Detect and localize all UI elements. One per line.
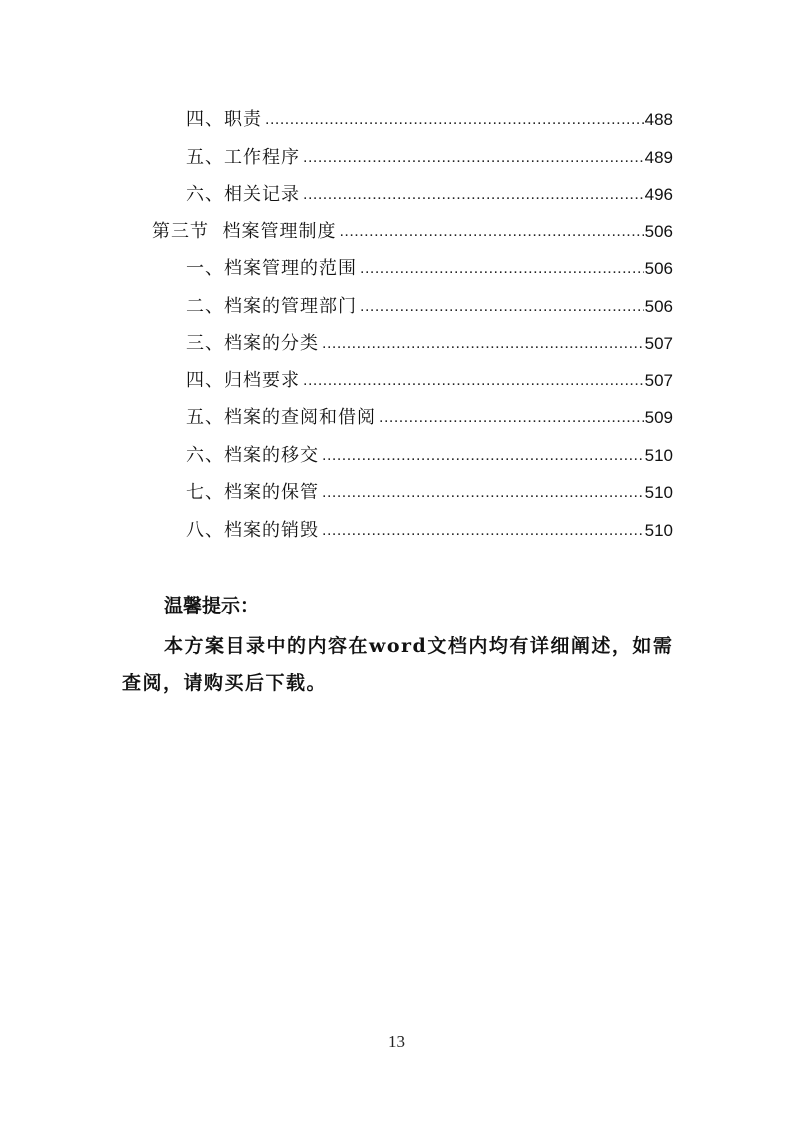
toc-entry[interactable]: [186, 444, 673, 468]
notice-title: 温馨提示：: [164, 595, 260, 617]
toc-entry-label: 三、档案的分类: [186, 333, 319, 354]
toc-leader-dots: [360, 257, 644, 281]
toc-entry-label: 第三节 档案管理制度: [152, 221, 337, 242]
notice-body: 本方案目录中的内容在word文档内均有详细阐述，如需查阅，请购买后下载。: [122, 635, 674, 694]
toc-entry[interactable]: [186, 519, 673, 543]
toc-entry-label: 四、职责: [186, 109, 262, 130]
toc-entry-label: 二、档案的管理部门: [186, 296, 357, 317]
toc-entry[interactable]: [186, 332, 673, 356]
toc-leader-dots: [322, 481, 644, 505]
toc-entry-page: 507: [644, 371, 673, 390]
toc-leader-dots: [303, 146, 644, 170]
toc-leader-dots: [360, 295, 644, 319]
toc-entry-label: 八、档案的销毁: [186, 520, 319, 541]
toc-entry-label: 四、归档要求: [186, 370, 300, 391]
toc-entry[interactable]: [186, 146, 673, 170]
toc-leader-dots: [303, 369, 644, 393]
toc-entry[interactable]: [186, 183, 673, 207]
toc-entry-label: 五、工作程序: [186, 147, 300, 168]
toc-leader-dots: [322, 519, 644, 543]
toc-leader-dots: [379, 406, 644, 430]
toc-entry-page: 506: [644, 259, 673, 278]
toc-entry-page: 506: [644, 222, 673, 241]
toc-entry[interactable]: [186, 295, 673, 319]
toc-entry[interactable]: [186, 257, 673, 281]
toc-leader-dots: [339, 220, 643, 244]
toc-leader-dots: [303, 183, 644, 207]
toc-entry-label: 六、相关记录: [186, 184, 300, 205]
toc-entry-page: 506: [644, 297, 673, 316]
toc-entry-label: 六、档案的移交: [186, 445, 319, 466]
toc-entry[interactable]: [186, 369, 673, 393]
toc-entry-page: 510: [644, 521, 673, 540]
page-number: 13: [388, 1032, 405, 1051]
toc-entry-page: 510: [644, 483, 673, 502]
toc-leader-dots: [265, 108, 644, 132]
toc-entry-label: 七、档案的保管: [186, 482, 319, 503]
toc-entry-page: 496: [644, 185, 673, 204]
toc-entry[interactable]: [186, 108, 673, 132]
toc-entry[interactable]: [186, 406, 673, 430]
toc-section-entry[interactable]: [152, 220, 673, 244]
toc-entry-label: 一、档案管理的范围: [186, 258, 357, 279]
toc-entry-page: 489: [644, 148, 673, 167]
toc-entry-label: 五、档案的查阅和借阅: [186, 407, 376, 428]
toc-leader-dots: [322, 332, 644, 356]
toc-leader-dots: [322, 444, 644, 468]
toc-entry-page: 507: [644, 334, 673, 353]
toc-entry-page: 510: [644, 446, 673, 465]
toc-entry-page: 509: [644, 408, 673, 427]
toc-entry[interactable]: [186, 481, 673, 505]
toc-entry-page: 488: [644, 110, 673, 129]
